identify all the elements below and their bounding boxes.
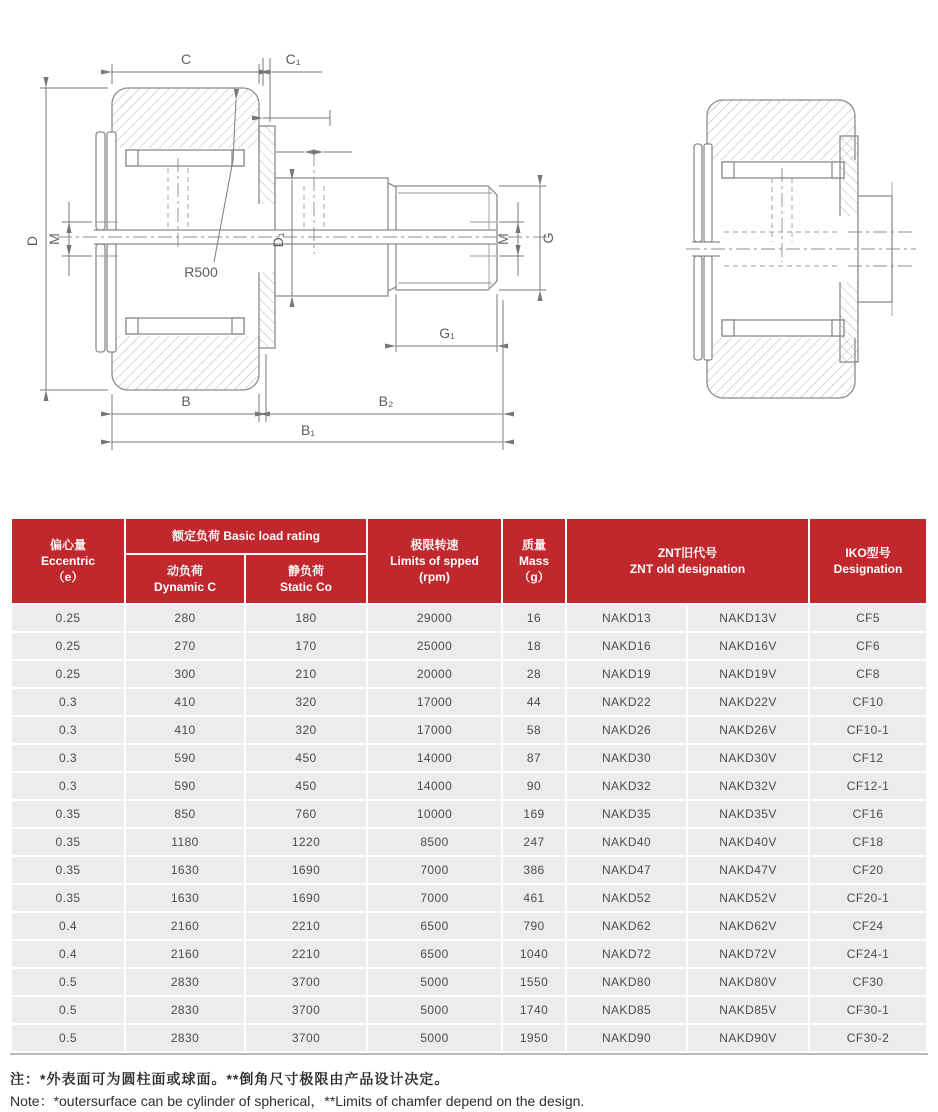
table-row — [12, 801, 926, 827]
cell-static-load: 760 — [246, 801, 366, 827]
cell-znt-old-v: NAKD22V — [688, 689, 808, 715]
cell-znt-old-v: NAKD52V — [688, 885, 808, 911]
col-speed-en: Limits of spped — [390, 553, 479, 568]
spec-table-body — [12, 605, 926, 1051]
cell-eccentric: 0.35 — [12, 885, 124, 911]
dim-G1 — [396, 294, 497, 352]
cell-speed-limit: 5000 — [368, 1025, 501, 1051]
table-row — [12, 969, 926, 995]
cell-znt-old: NAKD26 — [567, 717, 686, 743]
col-dynamic-load — [126, 555, 244, 603]
cell-dynamic-load: 2830 — [126, 997, 244, 1023]
col-iko-zh: IKO型号 — [845, 545, 891, 560]
col-eccentric-zh: 偏心量 — [49, 537, 86, 552]
cell-iko-designation: CF20-1 — [810, 885, 926, 911]
cell-iko-designation: CF10-1 — [810, 717, 926, 743]
col-mass-unit: （g） — [518, 570, 550, 585]
cell-mass: 1950 — [503, 1025, 565, 1051]
cell-znt-old: NAKD47 — [567, 857, 686, 883]
table-row — [12, 885, 926, 911]
cell-speed-limit: 14000 — [368, 773, 501, 799]
cell-eccentric: 0.3 — [12, 773, 124, 799]
notes — [10, 1069, 938, 1112]
spec-table — [10, 517, 928, 1055]
cell-dynamic-load: 2830 — [126, 969, 244, 995]
cell-eccentric: 0.25 — [12, 633, 124, 659]
table-row — [12, 773, 926, 799]
dim-label-g: G — [540, 232, 556, 244]
cell-dynamic-load: 850 — [126, 801, 244, 827]
table-row — [12, 745, 926, 771]
cell-dynamic-load: 2830 — [126, 1025, 244, 1051]
cell-speed-limit: 25000 — [368, 633, 501, 659]
cell-mass: 1550 — [503, 969, 565, 995]
dim-label-b: B — [181, 393, 191, 409]
cell-speed-limit: 17000 — [368, 689, 501, 715]
cell-static-load: 3700 — [246, 997, 366, 1023]
dim-C1 — [263, 51, 322, 122]
cell-iko-designation: CF30 — [810, 969, 926, 995]
cell-iko-designation: CF18 — [810, 829, 926, 855]
cell-static-load: 170 — [246, 633, 366, 659]
col-basic-load-rating: 额定负荷 Basic load rating — [126, 519, 366, 553]
cell-speed-limit: 6500 — [368, 913, 501, 939]
table-row — [12, 717, 926, 743]
cell-znt-old-v: NAKD32V — [688, 773, 808, 799]
cell-mass: 58 — [503, 717, 565, 743]
cell-dynamic-load: 590 — [126, 773, 244, 799]
dim-label-c: C — [180, 51, 192, 67]
cell-znt-old: NAKD40 — [567, 829, 686, 855]
cell-znt-old: NAKD19 — [567, 661, 686, 687]
cell-znt-old: NAKD62 — [567, 913, 686, 939]
cell-mass: 386 — [503, 857, 565, 883]
col-iko-en: Designation — [833, 562, 903, 576]
dim-label-m-right: M — [495, 233, 511, 245]
cell-dynamic-load: 280 — [126, 605, 244, 631]
cell-znt-old: NAKD30 — [567, 745, 686, 771]
table-row — [12, 913, 926, 939]
cell-speed-limit: 7000 — [368, 857, 501, 883]
col-znt-old-designation — [567, 519, 808, 603]
cell-znt-old: NAKD35 — [567, 801, 686, 827]
cell-eccentric: 0.5 — [12, 997, 124, 1023]
cell-mass: 16 — [503, 605, 565, 631]
cell-znt-old-v: NAKD40V — [688, 829, 808, 855]
left-view — [24, 51, 556, 450]
right-view — [686, 100, 916, 398]
cell-speed-limit: 14000 — [368, 745, 501, 771]
cell-static-load: 320 — [246, 689, 366, 715]
cell-mass: 18 — [503, 633, 565, 659]
cell-eccentric: 0.5 — [12, 1025, 124, 1051]
col-speed-limit — [368, 519, 501, 603]
cell-eccentric: 0.3 — [12, 689, 124, 715]
cell-iko-designation: CF30-1 — [810, 997, 926, 1023]
cell-mass: 90 — [503, 773, 565, 799]
col-eccentric-unit: （e） — [52, 570, 84, 585]
cell-eccentric: 0.3 — [12, 745, 124, 771]
cell-znt-old: NAKD80 — [567, 969, 686, 995]
cell-znt-old: NAKD90 — [567, 1025, 686, 1051]
cell-iko-designation: CF20 — [810, 857, 926, 883]
col-static-zh: 静负荷 — [287, 563, 324, 578]
cell-iko-designation: CF5 — [810, 605, 926, 631]
cell-znt-old: NAKD72 — [567, 941, 686, 967]
cell-static-load: 320 — [246, 717, 366, 743]
col-znt-en: ZNT old designation — [629, 562, 746, 576]
cell-static-load: 1690 — [246, 885, 366, 911]
cell-znt-old: NAKD85 — [567, 997, 686, 1023]
cell-znt-old-v: NAKD80V — [688, 969, 808, 995]
cell-eccentric: 0.35 — [12, 829, 124, 855]
cell-mass: 461 — [503, 885, 565, 911]
cell-eccentric: 0.4 — [12, 913, 124, 939]
cell-eccentric: 0.25 — [12, 605, 124, 631]
cell-speed-limit: 8500 — [368, 829, 501, 855]
table-row — [12, 997, 926, 1023]
cell-mass: 790 — [503, 913, 565, 939]
cell-speed-limit: 20000 — [368, 661, 501, 687]
cell-static-load: 2210 — [246, 941, 366, 967]
cell-static-load: 3700 — [246, 969, 366, 995]
dim-M-right — [495, 202, 524, 276]
cell-eccentric: 0.4 — [12, 941, 124, 967]
cell-eccentric: 0.25 — [12, 661, 124, 687]
cell-dynamic-load: 1630 — [126, 885, 244, 911]
cell-iko-designation: CF24 — [810, 913, 926, 939]
col-speed-unit: (rpm) — [419, 570, 450, 585]
cell-iko-designation: CF12-1 — [810, 773, 926, 799]
cell-znt-old-v: NAKD19V — [688, 661, 808, 687]
cell-znt-old-v: NAKD85V — [688, 997, 808, 1023]
cell-znt-old: NAKD52 — [567, 885, 686, 911]
cell-dynamic-load: 2160 — [126, 941, 244, 967]
table-row — [12, 1025, 926, 1051]
col-mass-zh: 质量 — [521, 537, 546, 552]
cell-znt-old: NAKD32 — [567, 773, 686, 799]
dim-label-b2: B₂ — [378, 393, 394, 409]
cell-iko-designation: CF16 — [810, 801, 926, 827]
cell-mass: 169 — [503, 801, 565, 827]
col-static-load — [246, 555, 366, 603]
cell-speed-limit: 10000 — [368, 801, 501, 827]
cell-iko-designation: CF10 — [810, 689, 926, 715]
col-mass — [503, 519, 565, 603]
cell-dynamic-load: 2160 — [126, 913, 244, 939]
cell-dynamic-load: 1630 — [126, 857, 244, 883]
col-znt-zh: ZNT旧代号 — [657, 545, 718, 560]
cell-mass: 44 — [503, 689, 565, 715]
dim-chamfer — [263, 110, 352, 152]
col-iko-designation — [810, 519, 926, 603]
cell-znt-old: NAKD16 — [567, 633, 686, 659]
cell-znt-old-v: NAKD30V — [688, 745, 808, 771]
col-speed-zh: 极限转速 — [410, 537, 459, 552]
col-static-en: Static Co — [279, 580, 332, 594]
cell-znt-old-v: NAKD62V — [688, 913, 808, 939]
cell-dynamic-load: 410 — [126, 689, 244, 715]
cell-iko-designation: CF24-1 — [810, 941, 926, 967]
cell-mass: 1740 — [503, 997, 565, 1023]
col-dynamic-zh: 动负荷 — [166, 563, 203, 578]
cell-static-load: 450 — [246, 745, 366, 771]
cell-dynamic-load: 410 — [126, 717, 244, 743]
dim-label-m-left: M — [46, 233, 62, 245]
technical-drawing — [0, 0, 938, 470]
table-row — [12, 829, 926, 855]
cell-eccentric: 0.35 — [12, 857, 124, 883]
table-row — [12, 633, 926, 659]
cell-static-load: 2210 — [246, 913, 366, 939]
cell-iko-designation: CF8 — [810, 661, 926, 687]
cell-znt-old: NAKD13 — [567, 605, 686, 631]
cell-static-load: 210 — [246, 661, 366, 687]
col-mass-en: Mass — [518, 553, 550, 568]
cell-znt-old-v: NAKD72V — [688, 941, 808, 967]
note-zh: 注：*外表面可为圆柱面或球面。**倒角尺寸极限由产品设计决定。 — [10, 1071, 450, 1087]
cell-static-load: 1220 — [246, 829, 366, 855]
dim-label-b1: B₁ — [300, 422, 316, 438]
cell-znt-old-v: NAKD13V — [688, 605, 808, 631]
table-row — [12, 941, 926, 967]
dim-M-left — [46, 202, 92, 276]
cell-dynamic-load: 590 — [126, 745, 244, 771]
cell-znt-old-v: NAKD35V — [688, 801, 808, 827]
col-dynamic-en: Dynamic C — [153, 580, 217, 594]
table-row — [12, 689, 926, 715]
dim-label-d: D — [24, 235, 40, 247]
cell-znt-old-v: NAKD16V — [688, 633, 808, 659]
cell-static-load: 180 — [246, 605, 366, 631]
dim-label-g1: G₁ — [439, 325, 455, 341]
cell-eccentric: 0.35 — [12, 801, 124, 827]
cell-znt-old-v: NAKD26V — [688, 717, 808, 743]
cell-mass: 1040 — [503, 941, 565, 967]
spec-table-header — [12, 519, 926, 603]
note-en: Note：*outersurface can be cylinder of spherical，**Limits of chamfer depend on the design. — [10, 1092, 585, 1109]
dim-label-r500: R500 — [184, 264, 218, 280]
cell-iko-designation: CF12 — [810, 745, 926, 771]
cell-static-load: 450 — [246, 773, 366, 799]
cell-dynamic-load: 1180 — [126, 829, 244, 855]
cell-eccentric: 0.3 — [12, 717, 124, 743]
cell-dynamic-load: 270 — [126, 633, 244, 659]
dim-C — [112, 51, 259, 84]
dim-label-c1: C₁ — [285, 51, 301, 67]
cell-speed-limit: 7000 — [368, 885, 501, 911]
cell-dynamic-load: 300 — [126, 661, 244, 687]
cell-znt-old: NAKD22 — [567, 689, 686, 715]
cell-speed-limit: 29000 — [368, 605, 501, 631]
col-eccentric-en: Eccentric — [40, 553, 96, 568]
cell-eccentric: 0.5 — [12, 969, 124, 995]
cell-speed-limit: 17000 — [368, 717, 501, 743]
cell-znt-old-v: NAKD47V — [688, 857, 808, 883]
cell-mass: 28 — [503, 661, 565, 687]
cell-mass: 87 — [503, 745, 565, 771]
dim-label-d1: D₁ — [270, 232, 286, 248]
col-eccentric — [12, 519, 124, 603]
cell-speed-limit: 5000 — [368, 969, 501, 995]
table-row — [12, 857, 926, 883]
cell-static-load: 1690 — [246, 857, 366, 883]
table-row — [12, 605, 926, 631]
table-row — [12, 661, 926, 687]
cell-znt-old-v: NAKD90V — [688, 1025, 808, 1051]
cell-mass: 247 — [503, 829, 565, 855]
cell-iko-designation: CF30-2 — [810, 1025, 926, 1051]
cell-speed-limit: 6500 — [368, 941, 501, 967]
cell-speed-limit: 5000 — [368, 997, 501, 1023]
cell-iko-designation: CF6 — [810, 633, 926, 659]
cell-static-load: 3700 — [246, 1025, 366, 1051]
